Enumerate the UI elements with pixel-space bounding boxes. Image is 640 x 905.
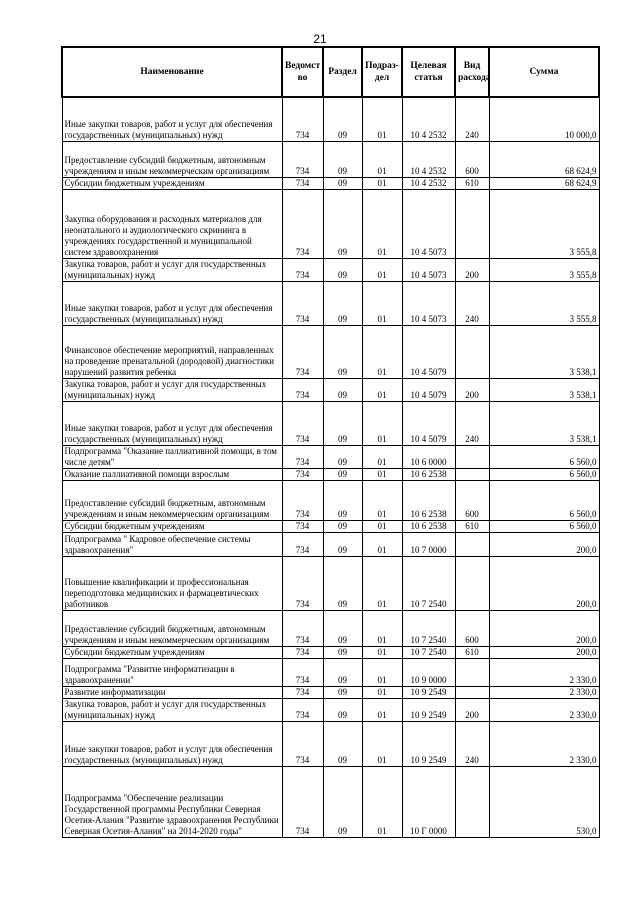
row-subsection: 01 — [362, 468, 402, 480]
row-name: Иные закупки товаров, работ и услуг для обеспечения государственных (муниципальных) нужд — [62, 721, 282, 766]
row-target: 10 4 2532 — [402, 141, 455, 177]
row-subsection: 01 — [362, 281, 402, 325]
row-sum: 200,0 — [489, 532, 599, 556]
row-name: Развитие информатизации — [62, 686, 282, 698]
budget-table — [61, 46, 600, 838]
row-dept: 734 — [282, 766, 323, 837]
row-sum: 10 000,0 — [489, 97, 599, 141]
row-name: Закупка товаров, работ и услуг для государственных (муниципальных) нужд — [62, 258, 282, 281]
row-dept: 734 — [282, 480, 323, 520]
table-row — [62, 445, 599, 468]
row-target: 10 4 2532 — [402, 97, 455, 141]
row-section: 09 — [323, 189, 362, 258]
row-subsection: 01 — [362, 445, 402, 468]
table-row — [62, 686, 599, 698]
row-subsection: 01 — [362, 258, 402, 281]
row-sum: 6 560,0 — [489, 445, 599, 468]
row-name: Иные закупки товаров, работ и услуг для обеспечения государственных (муниципальных) нужд — [62, 281, 282, 325]
row-section: 09 — [323, 401, 362, 445]
row-type — [455, 532, 489, 556]
table-row — [62, 766, 599, 837]
header-target: Целевая статья — [402, 47, 455, 97]
row-sum: 6 560,0 — [489, 480, 599, 520]
row-target: 10 7 0000 — [402, 532, 455, 556]
table-row — [62, 721, 599, 766]
row-type: 610 — [455, 520, 489, 532]
row-target: 10 7 2540 — [402, 646, 455, 658]
row-target: 10 4 2532 — [402, 177, 455, 189]
row-target: 10 6 2538 — [402, 468, 455, 480]
row-name: Подпрограмма "Оказание паллиативной помощи, в том числе детям" — [62, 445, 282, 468]
row-target: 10 4 5073 — [402, 258, 455, 281]
row-name: Финансовое обеспечение мероприятий, направленных на проведение пренатальной (дородовой) диагностики нарушений развития ребенка — [62, 325, 282, 378]
row-dept: 734 — [282, 658, 323, 686]
table-row — [62, 610, 599, 646]
row-section: 09 — [323, 520, 362, 532]
row-sum: 6 560,0 — [489, 520, 599, 532]
table-row — [62, 556, 599, 610]
row-type — [455, 189, 489, 258]
row-name: Субсидии бюджетным учреждениям — [62, 520, 282, 532]
table-row — [62, 646, 599, 658]
row-type: 240 — [455, 401, 489, 445]
row-subsection: 01 — [362, 520, 402, 532]
row-subsection: 01 — [362, 480, 402, 520]
row-target: 10 4 5079 — [402, 325, 455, 378]
table-row — [62, 378, 599, 401]
row-target: 10 Г 0000 — [402, 766, 455, 837]
table-row — [62, 141, 599, 177]
row-name: Иные закупки товаров, работ и услуг для обеспечения государственных (муниципальных) нужд — [62, 97, 282, 141]
row-section: 09 — [323, 325, 362, 378]
row-dept: 734 — [282, 468, 323, 480]
row-type: 600 — [455, 610, 489, 646]
row-subsection: 01 — [362, 532, 402, 556]
table-row — [62, 281, 599, 325]
row-subsection: 01 — [362, 325, 402, 378]
table-header-row — [62, 47, 599, 97]
table-row — [62, 698, 599, 721]
row-subsection: 01 — [362, 698, 402, 721]
row-subsection: 01 — [362, 97, 402, 141]
row-dept: 734 — [282, 281, 323, 325]
row-type: 600 — [455, 480, 489, 520]
row-sum: 68 624,9 — [489, 141, 599, 177]
row-type: 200 — [455, 698, 489, 721]
row-target: 10 7 2540 — [402, 610, 455, 646]
header-dept: Ведомст во — [282, 47, 323, 97]
row-type: 240 — [455, 721, 489, 766]
row-type — [455, 468, 489, 480]
row-dept: 734 — [282, 556, 323, 610]
header-sum: Сумма — [489, 47, 599, 97]
row-dept: 734 — [282, 646, 323, 658]
row-target: 10 9 2549 — [402, 721, 455, 766]
row-sum: 3 538,1 — [489, 325, 599, 378]
row-subsection: 01 — [362, 189, 402, 258]
row-sum: 3 538,1 — [489, 378, 599, 401]
row-name: Подпрограмма "Развитие информатизации в здравоохранении" — [62, 658, 282, 686]
row-name: Предоставление субсидий бюджетным, автономным учреждениям и иным некоммерческим организациям — [62, 480, 282, 520]
row-name: Закупка оборудования и расходных материалов для неонатального и аудиологического скрининга в учреждениях государственной и муниципальной систем здравоохранения — [62, 189, 282, 258]
row-target: 10 4 5073 — [402, 281, 455, 325]
row-sum: 3 538,1 — [489, 401, 599, 445]
row-dept: 734 — [282, 325, 323, 378]
table-row — [62, 401, 599, 445]
table-row — [62, 325, 599, 378]
row-sum: 3 555,8 — [489, 189, 599, 258]
row-sum: 200,0 — [489, 610, 599, 646]
row-sum: 530,0 — [489, 766, 599, 837]
header-name: Наименование — [62, 47, 282, 97]
table-row — [62, 97, 599, 141]
row-section: 09 — [323, 378, 362, 401]
row-section: 09 — [323, 698, 362, 721]
row-type: 610 — [455, 177, 489, 189]
row-dept: 734 — [282, 141, 323, 177]
table-row — [62, 189, 599, 258]
table-row — [62, 520, 599, 532]
row-subsection: 01 — [362, 401, 402, 445]
row-type — [455, 766, 489, 837]
row-dept: 734 — [282, 177, 323, 189]
row-type: 240 — [455, 97, 489, 141]
row-section: 09 — [323, 258, 362, 281]
row-name: Субсидии бюджетным учреждениям — [62, 177, 282, 189]
row-sum: 2 330,0 — [489, 721, 599, 766]
row-section: 09 — [323, 468, 362, 480]
row-type: 240 — [455, 281, 489, 325]
row-name: Иные закупки товаров, работ и услуг для обеспечения государственных (муниципальных) нужд — [62, 401, 282, 445]
row-target: 10 6 0000 — [402, 445, 455, 468]
row-dept: 734 — [282, 721, 323, 766]
row-dept: 734 — [282, 610, 323, 646]
row-type — [455, 325, 489, 378]
row-name: Предоставление субсидий бюджетным, автономным учреждениям и иным некоммерческим организациям — [62, 610, 282, 646]
header-type: Вид расхода — [455, 47, 489, 97]
row-section: 09 — [323, 556, 362, 610]
row-section: 09 — [323, 721, 362, 766]
row-target: 10 4 5079 — [402, 378, 455, 401]
row-sum: 2 330,0 — [489, 698, 599, 721]
row-subsection: 01 — [362, 141, 402, 177]
row-subsection: 01 — [362, 646, 402, 658]
row-section: 09 — [323, 658, 362, 686]
row-sum: 6 560,0 — [489, 468, 599, 480]
row-dept: 734 — [282, 698, 323, 721]
row-target: 10 6 2538 — [402, 480, 455, 520]
row-subsection: 01 — [362, 766, 402, 837]
row-name: Повышение квалификации и профессиональная переподготовка медицинских и фармацевтических работников — [62, 556, 282, 610]
row-subsection: 01 — [362, 686, 402, 698]
row-type: 200 — [455, 258, 489, 281]
row-name: Предоставление субсидий бюджетным, автономным учреждениям и иным некоммерческим организациям — [62, 141, 282, 177]
row-name: Закупка товаров, работ и услуг для государственных (муниципальных) нужд — [62, 698, 282, 721]
row-section: 09 — [323, 766, 362, 837]
row-target: 10 4 5079 — [402, 401, 455, 445]
row-type: 610 — [455, 646, 489, 658]
row-sum: 68 624,9 — [489, 177, 599, 189]
page-number: 21 — [313, 32, 327, 46]
table-row — [62, 177, 599, 189]
row-type — [455, 445, 489, 468]
row-section: 09 — [323, 141, 362, 177]
row-name: Закупка товаров, работ и услуг для государственных (муниципальных) нужд — [62, 378, 282, 401]
row-target: 10 9 0000 — [402, 658, 455, 686]
row-sum: 2 330,0 — [489, 658, 599, 686]
row-dept: 734 — [282, 532, 323, 556]
row-sum: 3 555,8 — [489, 258, 599, 281]
row-subsection: 01 — [362, 610, 402, 646]
row-target: 10 9 2549 — [402, 686, 455, 698]
row-type: 200 — [455, 378, 489, 401]
row-section: 09 — [323, 281, 362, 325]
row-section: 09 — [323, 532, 362, 556]
row-name: Подпрограмма " Кадровое обеспечение системы здравоохранения" — [62, 532, 282, 556]
row-section: 09 — [323, 610, 362, 646]
header-subsection: Подраз- дел — [362, 47, 402, 97]
row-subsection: 01 — [362, 556, 402, 610]
row-dept: 734 — [282, 378, 323, 401]
row-sum: 200,0 — [489, 646, 599, 658]
row-target: 10 6 2538 — [402, 520, 455, 532]
row-type — [455, 686, 489, 698]
row-name: Субсидии бюджетным учреждениям — [62, 646, 282, 658]
row-section: 09 — [323, 97, 362, 141]
row-subsection: 01 — [362, 721, 402, 766]
row-dept: 734 — [282, 97, 323, 141]
row-type — [455, 658, 489, 686]
row-subsection: 01 — [362, 378, 402, 401]
row-section: 09 — [323, 686, 362, 698]
row-target: 10 9 2549 — [402, 698, 455, 721]
row-name: Оказание паллиативной помощи взрослым — [62, 468, 282, 480]
row-dept: 734 — [282, 401, 323, 445]
row-sum: 2 330,0 — [489, 686, 599, 698]
table-row — [62, 258, 599, 281]
row-dept: 734 — [282, 445, 323, 468]
header-section: Раздел — [323, 47, 362, 97]
row-dept: 734 — [282, 520, 323, 532]
row-subsection: 01 — [362, 177, 402, 189]
row-name: Подпрограмма "Обеспечение реализации Государственной программы Республики Северная Осетия-Алания "Развитие здравоохранения Республики Северная Осетия-Алания" на 2014-2020 годы" — [62, 766, 282, 837]
table-row — [62, 532, 599, 556]
row-subsection: 01 — [362, 658, 402, 686]
row-section: 09 — [323, 646, 362, 658]
row-dept: 734 — [282, 686, 323, 698]
row-sum: 200,0 — [489, 556, 599, 610]
table-row — [62, 480, 599, 520]
row-section: 09 — [323, 177, 362, 189]
table-row — [62, 468, 599, 480]
row-type — [455, 556, 489, 610]
row-target: 10 4 5073 — [402, 189, 455, 258]
row-section: 09 — [323, 445, 362, 468]
row-type: 600 — [455, 141, 489, 177]
table-row — [62, 658, 599, 686]
row-section: 09 — [323, 480, 362, 520]
row-target: 10 7 2540 — [402, 556, 455, 610]
row-dept: 734 — [282, 258, 323, 281]
row-sum: 3 555,8 — [489, 281, 599, 325]
row-dept: 734 — [282, 189, 323, 258]
